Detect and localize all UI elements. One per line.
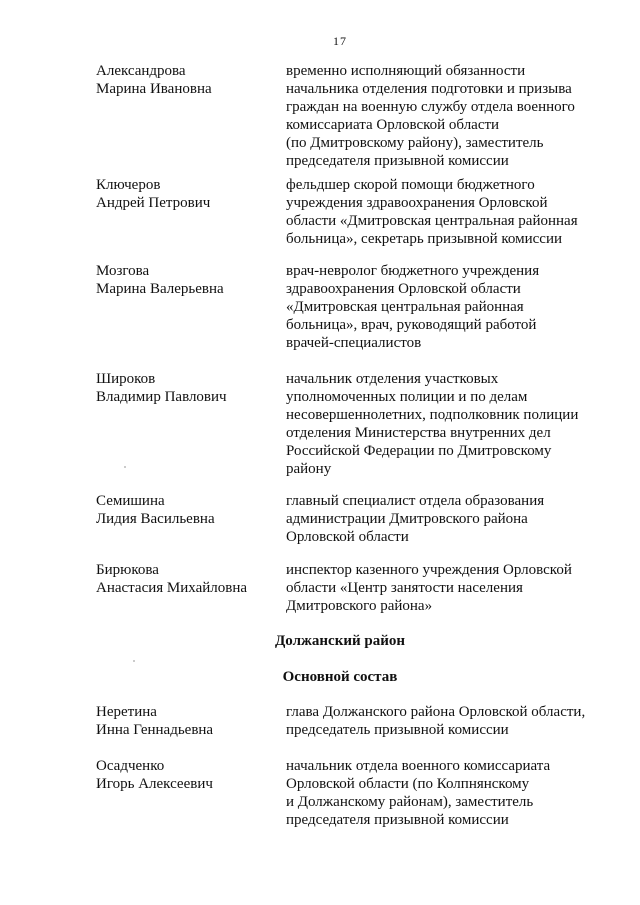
member-surname: Широков [96, 371, 156, 387]
member-name [96, 176, 276, 212]
member-surname: Семишина [96, 493, 165, 509]
position-line: области «Дмитровская центральная районная [286, 213, 578, 229]
scan-speck [124, 466, 126, 468]
position-line: временно исполняющий обязанности [286, 63, 526, 79]
position-line: председателя призывной комиссии [286, 153, 509, 169]
member-given-names: Андрей Петрович [96, 195, 211, 211]
position-line: учреждения здравоохранения Орловской [286, 195, 548, 211]
member-given-names: Лидия Васильевна [96, 511, 215, 527]
page-number: 17 [333, 34, 347, 48]
position-line: больница», врач, руководящий работой [286, 317, 537, 333]
member-name [96, 561, 276, 597]
position-line: здравоохранения Орловской области [286, 281, 521, 297]
member-surname: Бирюкова [96, 562, 159, 578]
member-surname: Осадченко [96, 758, 165, 774]
position-line: комиссариата Орловской области [286, 117, 500, 133]
member-name [96, 62, 276, 98]
member-name [96, 757, 276, 793]
member-surname: Неретина [96, 704, 157, 720]
member-name [96, 370, 276, 406]
member-position [286, 757, 596, 829]
member-name [96, 262, 276, 298]
member-surname: Александрова [96, 63, 186, 79]
position-line: району [286, 461, 332, 477]
member-name [96, 492, 276, 528]
member-given-names: Марина Валерьевна [96, 281, 224, 297]
district-heading: Должанский район [274, 633, 406, 649]
position-line: Дмитровского района» [286, 598, 433, 614]
position-line: администрации Дмитровского района [286, 511, 528, 527]
position-line: «Дмитровская центральная районная [286, 299, 524, 315]
position-line: фельдшер скорой помощи бюджетного [286, 177, 535, 193]
member-position [286, 561, 596, 615]
member-position [286, 703, 596, 739]
position-line: начальник отдела военного комиссариата [286, 758, 551, 774]
position-line: председатель призывной комиссии [286, 722, 509, 738]
scan-speck [133, 660, 135, 662]
position-line: глава Должанского района Орловской области, [286, 704, 586, 720]
member-position [286, 262, 596, 352]
member-position [286, 492, 596, 546]
position-line: (по Дмитровскому району), заместитель [286, 135, 544, 151]
position-line: начальника отделения подготовки и призыва [286, 81, 572, 97]
member-given-names: Инна Геннадьевна [96, 722, 214, 738]
composition-heading: Основной состав [282, 669, 398, 685]
member-name [96, 703, 276, 739]
member-surname: Мозгова [96, 263, 150, 279]
position-line: уполномоченных полиции и по делам [286, 389, 528, 405]
position-line: Орловской области [286, 529, 409, 545]
position-line: Орловской области (по Колпнянскому [286, 776, 530, 792]
member-given-names: Марина Ивановна [96, 81, 212, 97]
position-line: больница», секретарь призывной комиссии [286, 231, 563, 247]
position-line: врачей-специалистов [286, 335, 422, 351]
member-position [286, 62, 596, 170]
position-line: и Должанскому районам), заместитель [286, 794, 534, 810]
position-line: инспектор казенного учреждения Орловской [286, 562, 572, 578]
position-line: граждан на военную службу отдела военного [286, 99, 575, 115]
member-given-names: Владимир Павлович [96, 389, 227, 405]
position-line: председателя призывной комиссии [286, 812, 509, 828]
position-line: Российской Федерации по Дмитровскому [286, 443, 552, 459]
position-line: несовершеннолетних, подполковник полиции [286, 407, 579, 423]
member-given-names: Анастасия Михайловна [96, 580, 248, 596]
position-line: врач-невролог бюджетного учреждения [286, 263, 540, 279]
position-line: области «Центр занятости населения [286, 580, 523, 596]
position-line: главный специалист отдела образования [286, 493, 545, 509]
member-surname: Ключеров [96, 177, 161, 193]
member-position [286, 176, 596, 248]
position-line: отделения Министерства внутренних дел [286, 425, 551, 441]
member-given-names: Игорь Алексеевич [96, 776, 213, 792]
position-line: начальник отделения участковых [286, 371, 499, 387]
member-position [286, 370, 596, 478]
